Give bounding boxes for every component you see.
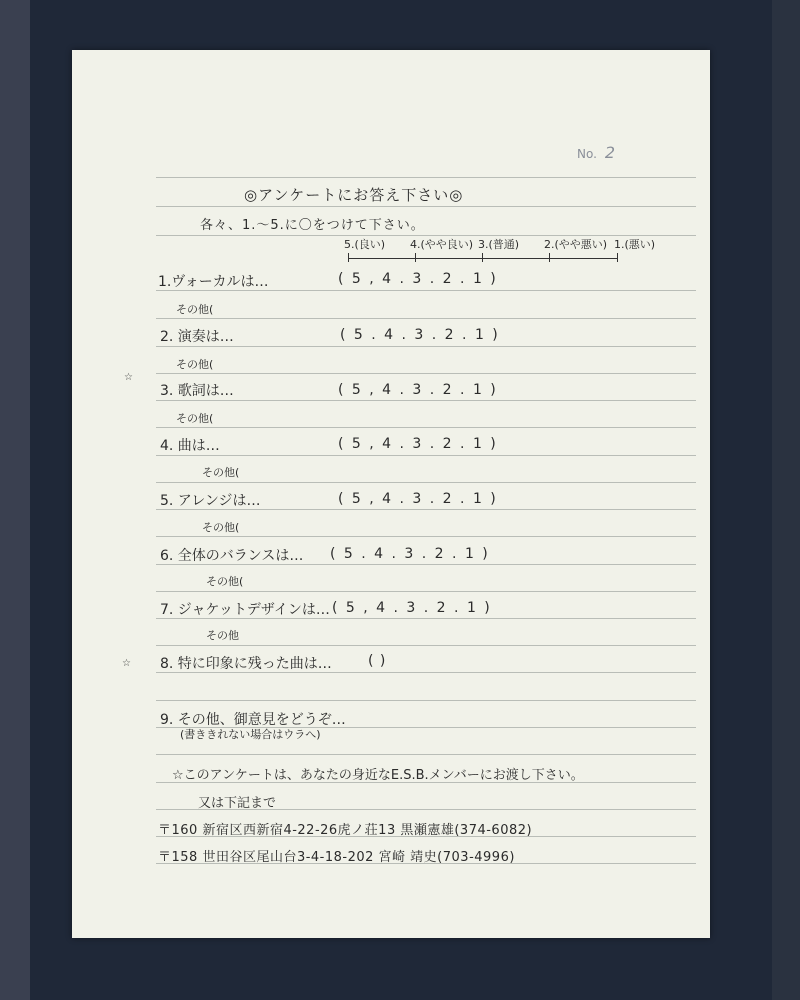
rating-options: ( 5 , 4 . 3 . 2 . 1 ) — [338, 382, 498, 398]
ruled-line — [156, 455, 696, 456]
instruction-text: 各々、1.〜5.に〇をつけて下さい。 — [200, 218, 425, 233]
other-comment-label: その他( — [176, 358, 214, 371]
star-mark-icon: ☆ — [122, 658, 131, 669]
background-frame-right — [772, 0, 800, 1000]
ruled-line — [156, 318, 696, 319]
question-label: 5. アレンジは… — [160, 493, 261, 509]
ruled-line — [156, 177, 696, 178]
ruled-line — [156, 536, 696, 537]
scale-tick — [415, 253, 416, 262]
ruled-line — [156, 206, 696, 207]
submission-note-alt: 又は下記まで — [198, 796, 277, 811]
rating-options: ( 5 , 4 . 3 . 2 . 1 ) — [338, 271, 498, 287]
page-number-label: No. — [577, 147, 597, 161]
other-comment-label: その他( — [202, 466, 240, 479]
rating-options: ( 5 . 4 . 3 . 2 . 1 ) — [340, 327, 500, 343]
scale-axis — [348, 258, 618, 259]
ruled-line — [156, 346, 696, 347]
question-sub-note: (書ききれない場合はウラへ) — [180, 728, 321, 741]
ruled-line — [156, 645, 696, 646]
scale-label: 5.(良い) — [344, 238, 386, 251]
question-label: 1.ヴォーカルは… — [158, 274, 269, 290]
rating-options: ( 5 . 4 . 3 . 2 . 1 ) — [330, 546, 490, 562]
scale-label: 4.(やや良い) — [410, 238, 474, 251]
scale-label: 1.(悪い) — [614, 238, 656, 251]
question-label: 8. 特に印象に残った曲は… — [160, 656, 332, 672]
ruled-line — [156, 754, 696, 755]
contact-address: 〒160 新宿区西新宿4-22-26虎ノ荘13 黒瀬憲雄(374-6082) — [158, 823, 533, 838]
rating-options: ( 5 , 4 . 3 . 2 . 1 ) — [338, 436, 498, 452]
ruled-line — [156, 482, 696, 483]
question-label: 4. 曲は… — [160, 438, 220, 454]
scale-label: 3.(普通) — [478, 238, 520, 251]
question-label: 9. その他、御意見をどうぞ… — [160, 712, 346, 728]
scale-label: 2.(やや悪い) — [544, 238, 608, 251]
questionnaire-sheet — [72, 50, 710, 938]
scale-tick — [348, 253, 349, 262]
question-label: 6. 全体のバランスは… — [160, 548, 304, 564]
rating-options: ( 5 , 4 . 3 . 2 . 1 ) — [338, 491, 498, 507]
ruled-line — [156, 427, 696, 428]
star-mark-icon: ☆ — [124, 372, 133, 383]
rating-options: ( 5 , 4 . 3 . 2 . 1 ) — [332, 600, 492, 616]
other-comment-label: その他( — [206, 575, 244, 588]
page-number — [577, 143, 615, 162]
ruled-line — [156, 373, 696, 374]
question-label: 2. 演奏は… — [160, 329, 234, 345]
ruled-line — [156, 591, 696, 592]
question-label: 7. ジャケットデザインは… — [160, 602, 330, 618]
other-comment-label: その他( — [202, 521, 240, 534]
scale-tick — [617, 253, 618, 262]
scale-tick — [549, 253, 550, 262]
ruled-line — [156, 700, 696, 701]
background-frame-left — [0, 0, 30, 1000]
survey-title: ◎アンケートにお答え下さい◎ — [244, 186, 464, 204]
favorite-song-field: ( ) — [368, 653, 387, 669]
submission-note: ☆このアンケートは、あなたの身近なE.S.B.メンバーにお渡し下さい。 — [172, 768, 584, 783]
other-comment-label: その他 — [206, 629, 239, 642]
page-number-value: 2 — [604, 143, 616, 162]
contact-address: 〒158 世田谷区尾山台3-4-18-202 宮崎 靖史(703-4996) — [158, 850, 515, 865]
other-comment-label: その他( — [176, 303, 214, 316]
question-label: 3. 歌詞は… — [160, 383, 234, 399]
other-comment-label: その他( — [176, 412, 214, 425]
ruled-line — [156, 400, 696, 401]
scale-tick — [482, 253, 483, 262]
